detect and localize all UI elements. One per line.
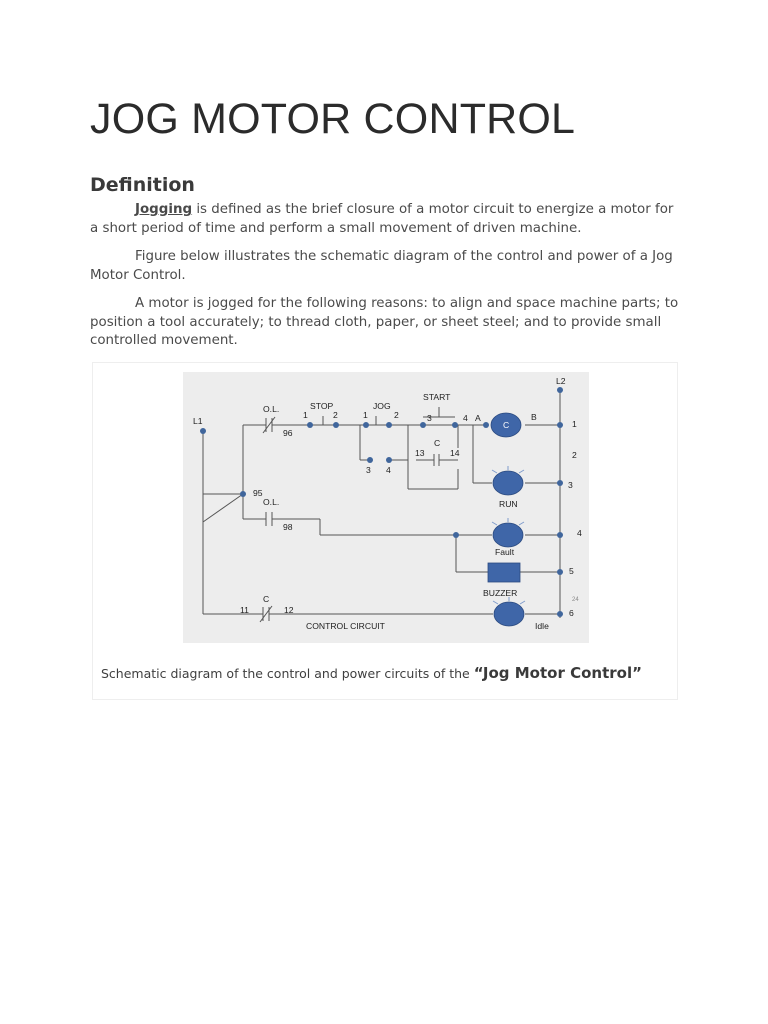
label-control-circuit: CONTROL CIRCUIT <box>306 621 385 631</box>
terminal-a <box>483 422 489 428</box>
wire-95-slant <box>203 494 243 522</box>
label-aux-c: C <box>434 438 441 448</box>
label-l2: L2 <box>556 376 566 386</box>
terminal-start-3 <box>420 422 426 428</box>
figure-intro-text: Figure below illustrates the schematic diagram of the control and power of a Jog Motor Control. <box>90 249 673 283</box>
terminal-l1 <box>200 428 206 434</box>
label-l1: L1 <box>193 416 203 426</box>
label-run: RUN <box>499 499 518 509</box>
caption-emphasis: “Jog Motor Control” <box>473 664 642 682</box>
label-rung-5: 5 <box>569 566 574 576</box>
terminal-rung-4 <box>557 532 563 538</box>
caption-text: Schematic diagram of the control and power circuits of the <box>101 666 474 681</box>
label-c-12: 12 <box>284 605 294 615</box>
label-rung-1: 1 <box>572 419 577 429</box>
label-jog-4: 4 <box>386 465 391 475</box>
schematic-diagram <box>183 372 589 643</box>
label-c-11: 11 <box>240 605 249 615</box>
paragraph-reasons <box>90 295 680 351</box>
label-ol-top: O.L. <box>263 404 280 414</box>
label-start: START <box>423 392 451 402</box>
label-buzzer: BUZZER <box>483 588 518 598</box>
terminal-jog-3 <box>367 457 373 463</box>
terminal-rung-3 <box>557 480 563 486</box>
label-stop-1: 1 <box>303 410 308 420</box>
paragraph-figure-intro <box>90 248 680 285</box>
label-jog-2: 2 <box>394 410 399 420</box>
label-rung-6: 6 <box>569 608 574 618</box>
section-heading: Definition <box>90 174 195 196</box>
label-95: 95 <box>253 488 263 498</box>
label-c-bottom: C <box>263 594 270 604</box>
label-coil-c: C <box>503 420 510 430</box>
definition-text: is defined as the brief closure of a motor circuit to energize a motor for a short period of time and perform a small movement of driven machine. <box>90 202 674 236</box>
idle-lamp <box>493 597 525 626</box>
label-stop-2: 2 <box>333 410 338 420</box>
label-aux-13: 13 <box>415 448 425 458</box>
terminal-rung-5 <box>557 569 563 575</box>
terminal-stop-1 <box>307 422 313 428</box>
terminal-rung-1 <box>557 422 563 428</box>
label-idle: Idle <box>535 621 549 631</box>
term-jogging: Jogging <box>135 202 193 217</box>
label-fault: Fault <box>495 547 515 557</box>
label-stop: STOP <box>310 401 334 411</box>
terminal-jog-2 <box>386 422 392 428</box>
figure-caption <box>101 664 642 682</box>
label-jog-1: 1 <box>363 410 368 420</box>
label-start-3: 3 <box>427 413 432 423</box>
terminal-jog-4 <box>386 457 392 463</box>
label-rung-4: 4 <box>577 528 582 538</box>
terminal-rung-6 <box>557 611 563 617</box>
label-jog: JOG <box>373 401 391 411</box>
page-title: JOG MOTOR CONTROL <box>90 95 576 143</box>
terminal-l2 <box>557 387 563 393</box>
label-ol-96: 96 <box>283 428 293 438</box>
label-node-b: B <box>531 412 537 422</box>
fault-lamp <box>492 518 524 547</box>
label-small-24: 24 <box>572 597 579 603</box>
terminal-jog-1 <box>363 422 369 428</box>
label-rung-2: 2 <box>572 450 577 460</box>
buzzer-box <box>488 563 520 582</box>
terminal-95 <box>240 491 246 497</box>
label-node-a: A <box>475 413 481 423</box>
run-lamp <box>492 466 524 495</box>
label-start-4: 4 <box>463 413 468 423</box>
terminal-stop-2 <box>333 422 339 428</box>
terminal-fault-node <box>453 532 459 538</box>
label-ol-mid: O.L. <box>263 497 280 507</box>
terminal-start-4 <box>452 422 458 428</box>
label-aux-14: 14 <box>450 448 460 458</box>
schematic-svg <box>183 372 589 643</box>
label-jog-3: 3 <box>366 465 371 475</box>
paragraph-definition <box>90 201 680 238</box>
reasons-text: A motor is jogged for the following reasons: to align and space machine parts; to position a tool accurately; to thread cloth, paper, or sheet steel; and to provide small controlled movement. <box>90 296 679 349</box>
label-rung-3: 3 <box>568 480 573 490</box>
label-ol-98: 98 <box>283 522 293 532</box>
